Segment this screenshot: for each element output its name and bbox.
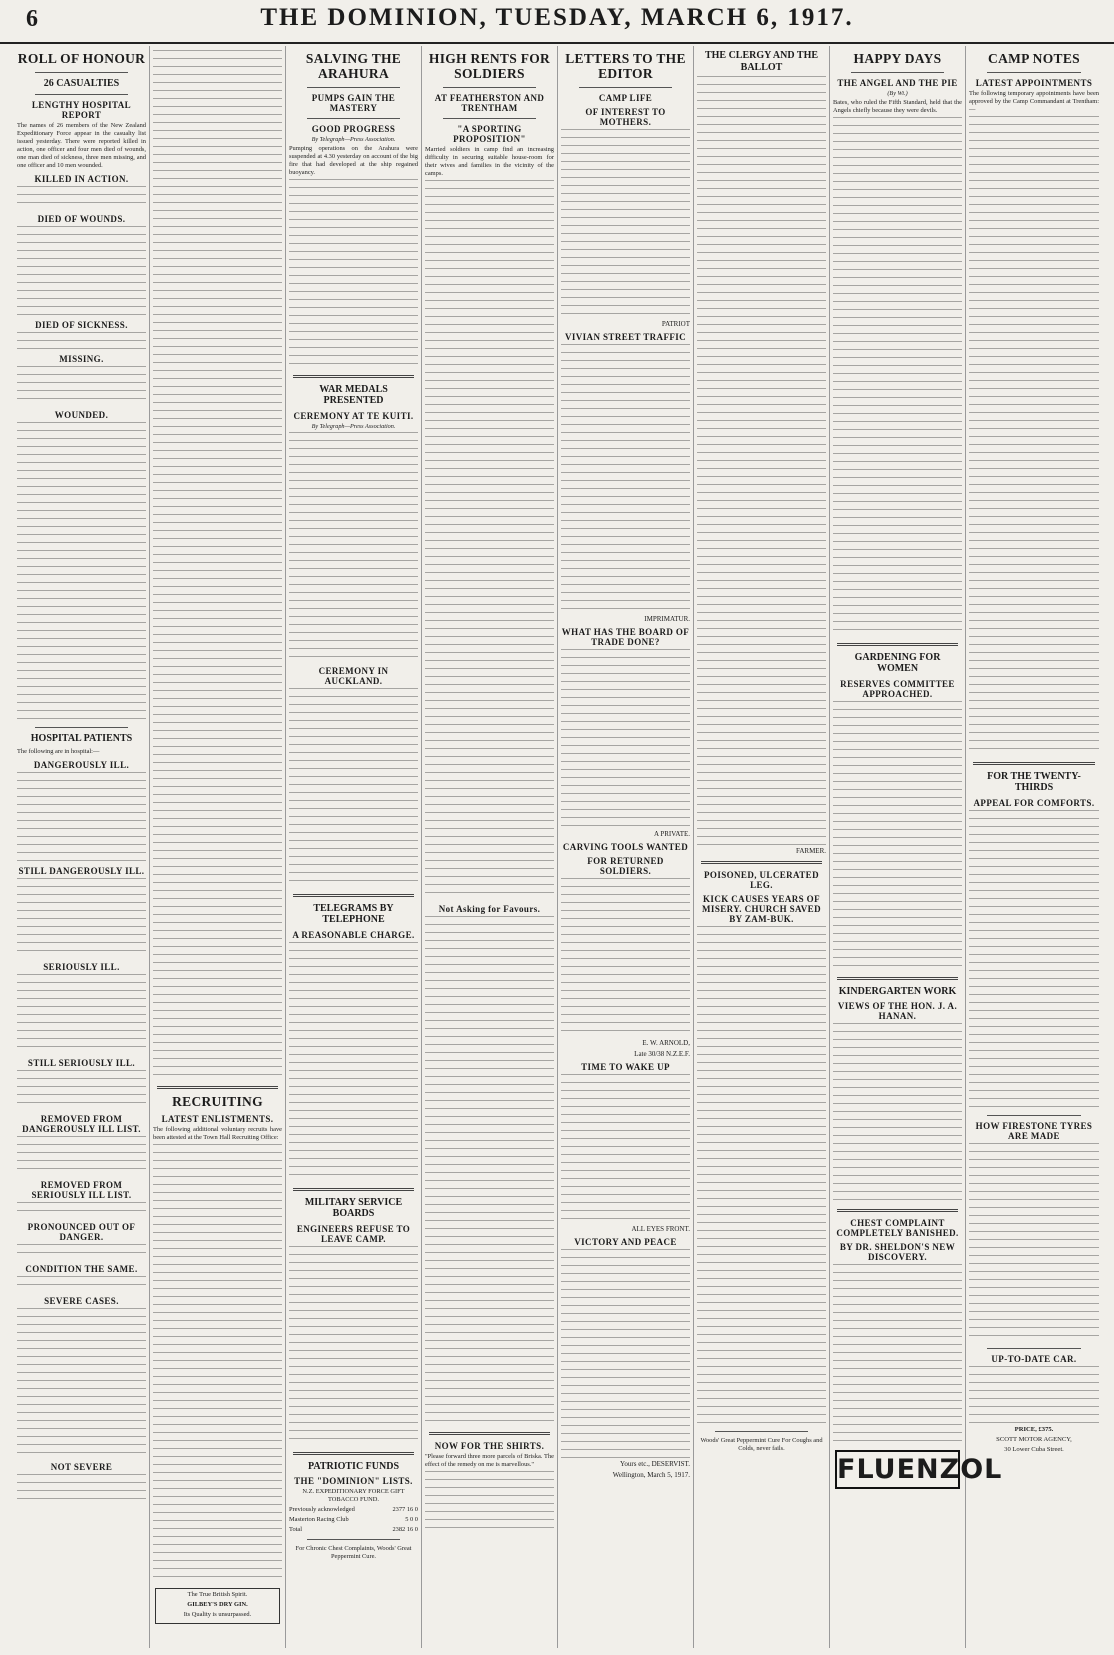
text-block <box>969 1366 1099 1426</box>
byline: (By Wi.) <box>887 89 908 97</box>
subheading: UP-TO-DATE CAR. <box>991 1353 1077 1364</box>
section-heading: SEVERE CASES. <box>44 1295 119 1306</box>
divider <box>293 1188 414 1191</box>
subheading: HOW FIRESTONE TYRES ARE MADE <box>975 1120 1093 1141</box>
letter-signature: PATRIOT <box>661 319 690 328</box>
hospital-report-subheading: LENGTHY HOSPITAL REPORT <box>31 100 132 121</box>
divider <box>987 1115 1081 1116</box>
subheading: POISONED, ULCERATED LEG. <box>704 870 819 890</box>
text-block <box>17 226 146 316</box>
column-6 <box>694 46 830 1648</box>
text-block <box>425 916 554 1426</box>
text-block <box>561 1249 690 1459</box>
letters-heading: LETTERS TO THE EDITOR <box>565 51 686 81</box>
subheading: VIEWS OF THE HON. J. A. HANAN. <box>837 1001 958 1022</box>
divider <box>579 87 672 88</box>
text-block <box>425 1471 554 1531</box>
section-heading: STILL SERIOUSLY ILL. <box>27 1057 136 1068</box>
text-block <box>17 1276 146 1292</box>
text-block <box>17 366 146 406</box>
subheading: OF INTEREST TO MOTHERS. <box>585 106 666 127</box>
hospital-patients-heading: HOSPITAL PATIENTS <box>30 733 133 745</box>
fund-label: Previously acknowledged <box>289 1506 355 1514</box>
section-heading: KILLED IN ACTION. <box>34 174 129 185</box>
text-block <box>289 942 418 1182</box>
fund-row <box>289 1526 418 1534</box>
article-text: The following additional voluntary recruits have been attested at the Town Hall Recruiting Office: <box>153 1125 282 1141</box>
advertisement-text: "Please forward three more parcels of Briska. The effect of the remedy on me is marvellous." <box>425 1452 554 1468</box>
text-block <box>697 926 826 1426</box>
agency-address: 30 Lower Cuba Street. <box>1004 1445 1064 1453</box>
byline: By Telegraph—Press Association. <box>311 135 396 143</box>
section-heading: NOT SEVERE <box>50 1461 113 1472</box>
text-block <box>17 332 146 350</box>
section-heading: MISSING. <box>59 354 104 365</box>
text-block <box>289 1246 418 1446</box>
happy-days-heading: HAPPY DAYS <box>853 51 942 66</box>
article-text: The names of 26 members of the New Zealand Expeditionary Force appear in the casualty list issued yesterday. There were reported killed in action, one officer and four men died of wounds, one man died of sickness, three men missing, and one officer and 10 men wounded. <box>17 122 146 170</box>
subheading: KICK CAUSES YEARS OF MISERY. CHURCH SAVED BY ZAM-BUK. <box>702 894 821 924</box>
text-block <box>561 878 690 1038</box>
text-block <box>17 772 146 862</box>
text-block <box>289 432 418 662</box>
columns <box>14 46 1104 1648</box>
text-block <box>833 701 962 971</box>
article-text: Married soldiers in camp find an increasing difficulty in securing suitable house-room for their wives and families in the vicinity of the camps. <box>425 145 554 177</box>
subheading: GOOD PROGRESS <box>311 123 396 134</box>
gardening-heading: GARDENING FOR WOMEN <box>854 651 941 675</box>
text-block <box>833 117 962 637</box>
twenty-thirds-heading: FOR THE TWENTY-THIRDS <box>987 770 1081 794</box>
fund-value: 2377 16 0 <box>392 1506 418 1514</box>
text-block <box>561 1074 690 1224</box>
subheading: "A SPORTING PROPOSITION" <box>453 123 526 144</box>
fluenzol-advertisement: FLUENZOL <box>835 1450 960 1489</box>
ad-line: GILBEY'S DRY GIN. <box>187 1600 248 1608</box>
article-text: The following are in hospital:— <box>17 747 100 755</box>
latest-enlistments-heading: LATEST ENLISTMENTS. <box>161 1113 274 1124</box>
divider <box>973 762 1095 765</box>
letter-signature: Late 30/38 N.Z.E.F. <box>634 1049 690 1058</box>
divider <box>157 1086 278 1089</box>
text-block <box>17 1070 146 1110</box>
text-block <box>969 116 1099 756</box>
text-block <box>561 344 690 614</box>
subheading: BY DR. SHELDON'S NEW DISCOVERY. <box>839 1242 956 1263</box>
byline: By Telegraph—Press Association. <box>311 422 396 430</box>
shirts-heading: NOW FOR THE SHIRTS. <box>434 1440 545 1451</box>
patriotic-funds-heading: PATRIOTIC FUNDS <box>307 1460 400 1472</box>
divider <box>293 375 414 378</box>
section-heading: REMOVED FROM SERIOUSLY ILL LIST. <box>31 1179 132 1200</box>
fund-label: Masterton Racing Club <box>289 1516 349 1524</box>
subheading: Not Asking for Favours. <box>438 903 541 914</box>
subheading: PUMPS GAIN THE MASTERY <box>311 92 396 113</box>
text-block <box>969 810 1099 1110</box>
divider <box>307 1539 400 1540</box>
subheading: THE "DOMINION" LISTS. <box>294 1476 413 1487</box>
letter-signature: Yours etc., DESERVIST. <box>620 1459 690 1468</box>
letter-signature: E. W. ARNOLD, <box>642 1038 690 1047</box>
advertisement-text: For Chronic Chest Complaints, Woods' Great Peppermint Cure. <box>295 1545 412 1561</box>
subheading: CARVING TOOLS WANTED <box>562 841 689 852</box>
subheading: LATEST APPOINTMENTS <box>975 77 1093 88</box>
text-block <box>17 878 146 958</box>
newspaper-title: THE DOMINION, TUESDAY, MARCH 6, 1917. <box>260 4 854 31</box>
enlistment-list <box>153 1144 282 1584</box>
fund-value: 2382 16 0 <box>392 1526 418 1534</box>
fund-value: 5 0 0 <box>405 1516 418 1524</box>
column-2 <box>150 46 286 1648</box>
article-text: The following temporary appointments have been approved by the Camp Commandant at Trentham:— <box>969 89 1099 113</box>
section-heading: DIED OF SICKNESS. <box>35 320 128 331</box>
text-block <box>17 422 146 722</box>
divider <box>987 72 1081 73</box>
letter-signature: ALL EYES FRONT. <box>631 1224 690 1233</box>
text-block <box>833 1264 962 1444</box>
fund-title: N.Z. EXPEDITIONARY FORCE GIFT TOBACCO FUND. <box>302 1488 405 1504</box>
page-number: 6 <box>26 6 38 32</box>
text-block <box>17 1308 146 1458</box>
divider <box>35 72 128 73</box>
high-rents-heading: HIGH RENTS FOR SOLDIERS <box>428 51 551 81</box>
letter-date: Wellington, March 5, 1917. <box>612 1470 690 1479</box>
column-7 <box>830 46 1003 1648</box>
subheading: VIVIAN STREET TRAFFIC <box>564 331 687 342</box>
subheading: VICTORY AND PEACE <box>574 1236 677 1247</box>
kindergarten-heading: KINDERGARTEN WORK <box>838 985 957 997</box>
recruiting-heading: RECRUITING <box>172 1094 263 1109</box>
column-3 <box>286 46 422 1648</box>
section-heading: PRONOUNCED OUT OF DANGER. <box>27 1221 136 1242</box>
divider <box>429 1432 550 1435</box>
gin-advertisement <box>155 1588 280 1624</box>
clergy-ballot-heading: THE CLERGY AND THE BALLOT <box>704 50 819 73</box>
subheading: CEREMONY AT TE KUITI. <box>293 410 414 421</box>
subheading: AT FEATHERSTON AND TRENTHAM <box>434 92 545 113</box>
article-text: Bates, who ruled the Fifth Standard, held that the Angels chiefly because they were devils. <box>833 98 962 114</box>
text-block <box>289 179 418 369</box>
column-1 <box>14 46 150 1648</box>
subheading: TIME TO WAKE UP <box>581 1061 670 1072</box>
subheading: A REASONABLE CHARGE. <box>292 929 415 940</box>
subheading: ENGINEERS REFUSE TO LEAVE CAMP. <box>296 1223 411 1244</box>
letter-signature: A PRIVATE. <box>653 829 690 838</box>
camp-notes-heading: CAMP NOTES <box>988 51 1080 66</box>
arahura-heading: SALVING THE ARAHURA <box>305 51 402 81</box>
text-block <box>17 1202 146 1218</box>
text-block <box>969 1143 1099 1343</box>
fund-label: Total <box>289 1526 303 1534</box>
subheading: APPEAL FOR COMFORTS. <box>973 797 1095 808</box>
divider <box>987 1348 1081 1349</box>
section-heading: STILL DANGEROUSLY ILL. <box>18 865 145 876</box>
divider <box>35 727 128 728</box>
subheading: THE ANGEL AND THE PIE <box>837 77 958 88</box>
divider <box>715 1431 808 1432</box>
ad-line: Its Quality is unsurpassed. <box>183 1610 252 1618</box>
text-block <box>561 649 690 829</box>
divider <box>307 118 400 119</box>
divider <box>35 94 128 95</box>
subheading: RESERVES COMMITTEE APPROACHED. <box>840 678 955 699</box>
casualty-list-text <box>153 50 282 1080</box>
text-block <box>17 186 146 210</box>
subheading: CEREMONY IN AUCKLAND. <box>318 665 389 686</box>
section-heading: DANGEROUSLY ILL. <box>33 759 130 770</box>
fund-row <box>289 1516 418 1524</box>
letter-signature: FARMER. <box>795 847 826 855</box>
subheading: CAMP LIFE <box>598 92 653 103</box>
military-boards-heading: MILITARY SERVICE BOARDS <box>304 1196 403 1220</box>
casualties-subheading: 26 CASUALTIES <box>43 77 120 89</box>
telegrams-heading: TELEGRAMS BY TELEPHONE <box>313 902 394 926</box>
war-medals-heading: WAR MEDALS PRESENTED <box>319 383 388 407</box>
subheading: CHEST COMPLAINT COMPLETELY BANISHED. <box>836 1218 959 1239</box>
text-block <box>17 1244 146 1260</box>
masthead <box>0 0 1114 44</box>
article-text: Pumping operations on the Arahura were suspended at 4.30 yesterday on account of the big fire that had developed at the ship regained buoyancy. <box>289 144 418 176</box>
divider <box>293 1452 414 1455</box>
text-block <box>17 1474 146 1504</box>
text-block <box>17 1136 146 1176</box>
letter-signature: IMPRIMATUR. <box>644 614 690 623</box>
section-heading: WOUNDED. <box>54 410 109 421</box>
section-heading: REMOVED FROM DANGEROUSLY ILL LIST. <box>22 1113 141 1134</box>
divider <box>851 72 944 73</box>
divider <box>307 87 400 88</box>
subheading: FOR RETURNED SOLDIERS. <box>587 855 664 876</box>
advertisement-text: Woods' Great Peppermint Cure For Coughs and Colds, never fails. <box>700 1437 823 1452</box>
column-5 <box>558 46 694 1648</box>
divider <box>701 861 822 864</box>
text-block <box>833 1023 962 1203</box>
fund-row <box>289 1506 418 1514</box>
section-heading: CONDITION THE SAME. <box>25 1263 138 1274</box>
divider <box>837 1209 958 1212</box>
column-4 <box>422 46 558 1648</box>
column-8 <box>966 46 1102 1648</box>
car-price: PRICE, £375. <box>1014 1425 1054 1433</box>
divider <box>443 87 536 88</box>
divider <box>837 643 958 646</box>
text-block <box>425 180 554 900</box>
text-block <box>561 129 690 319</box>
text-block <box>697 76 826 846</box>
divider <box>443 118 536 119</box>
section-heading: SERIOUSLY ILL. <box>43 961 120 972</box>
subheading: WHAT HAS THE BOARD OF TRADE DONE? <box>561 626 690 647</box>
agency-name: SCOTT MOTOR AGENCY, <box>996 1435 1072 1443</box>
divider <box>837 977 958 980</box>
section-heading: DIED OF WOUNDS. <box>37 214 126 225</box>
divider <box>293 894 414 897</box>
text-block <box>17 974 146 1054</box>
text-block <box>289 688 418 888</box>
ad-line: The True British Spirit. <box>187 1590 248 1598</box>
roll-of-honour-heading: ROLL OF HONOUR <box>17 51 146 66</box>
